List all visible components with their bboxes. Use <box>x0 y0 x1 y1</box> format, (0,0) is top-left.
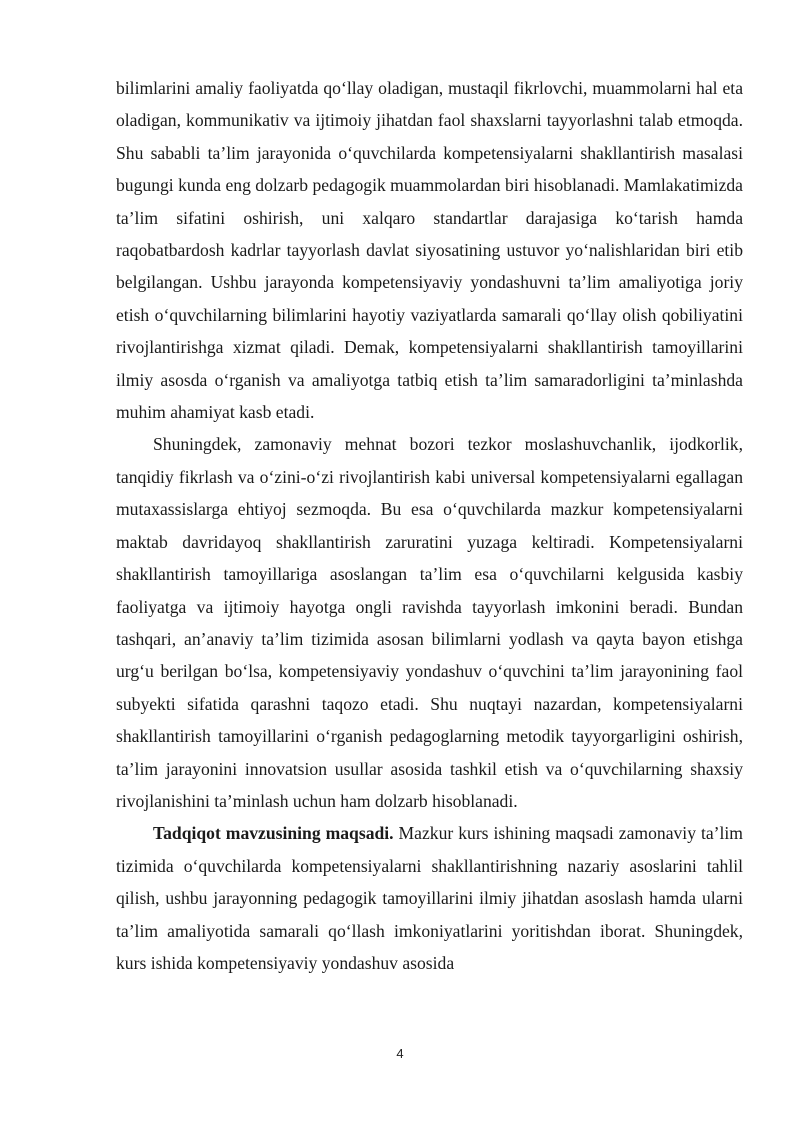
paragraph-2: Shuningdek, zamonaviy mehnat bozori tezkor moslashuvchanlik, ijodkorlik, tanqidiy fikrlash va o‘zini-o‘zi rivojlantirish kabi universal kompetensiyalarni egallagan mutaxassislarga ehtiyoj sezmoqda. Bu esa o‘quvchilarda mazkur kompetensiyalarni maktab davridayoq shakllantirish zaruratini yuzaga keltiradi. Kompetensiyalarni shakllantirish tamoyillariga asoslangan ta’lim esa o‘quvchilarni kelgusida kasbiy faoliyatga va ijtimoiy hayotga ongli ravishda tayyorlash imkonini beradi. Bundan tashqari, an’anaviy ta’lim tizimida asosan bilimlarni yodlash va qayta bayon etishga urg‘u berilgan bo‘lsa, kompetensiyaviy yondashuv o‘quvchini ta’lim jarayonining faol subyekti sifatida qarashni taqozo etadi. Shu nuqtayi nazardan, kompetensiyalarni shakllantirish tamoyillarini o‘rganish pedagoglarning metodik tayyorgarligini oshirish, ta’lim jarayonini innovatsion usullar asosida tashkil etish va o‘quvchilarning shaxsiy rivojlanishini ta’minlash uchun ham dolzarb hisoblanadi. <box>116 434 743 811</box>
page-number: 4 <box>396 1046 404 1061</box>
paragraph-1: bilimlarini amaliy faoliyatda qo‘llay oladigan, mustaqil fikrlovchi, muammolarni hal eta oladigan, kommunikativ va ijtimoiy jihatdan faol shaxslarni tayyorlashni talab etmoqda. Shu sababli ta’lim jarayonida o‘quvchilarda kompetensiyalarni shakllantirish masalasi bugungi kunda eng dolzarb pedagogik muammolardan biri hisoblanadi. Mamlakatimizda ta’lim sifatini oshirish, uni xalqaro standartlar darajasiga ko‘tarish hamda raqobatbardosh kadrlar tayyorlash davlat siyosatining ustuvor yo‘nalishlaridan biri etib belgilangan. Ushbu jarayonda kompetensiyaviy yondashuvni ta’lim amaliyotiga joriy etish o‘quvchilarning bilimlarini hayotiy vaziyatlarda samarali qo‘llay olish qobiliyatini rivojlantirishga xizmat qiladi. Demak, kompetensiyalarni shakllantirish tamoyillarini ilmiy asosda o‘rganish va amaliyotga tatbiq etish ta’lim samaradorligini ta’minlashda muhim ahamiyat kasb etadi. <box>116 78 743 423</box>
paragraph-3-text: Mazkur kurs ishining maqsadi zamonaviy ta’lim tizimida o‘quvchilarda kompetensiyalarni shakllantirishning nazariy asoslarini tahlil qilish, ushbu jarayonning pedagogik tamoyillarini ilmiy jihatdan asoslash hamda ularni ta’lim amaliyotida samarali qo‘llash imkoniyatlarini yoritishdan iborat. Shuningdek, kurs ishida kompetensiyaviy yondashuv asosida <box>116 823 743 973</box>
research-goal-heading: Tadqiqot mavzusining maqsadi. <box>153 823 394 844</box>
paragraph-3 <box>116 817 743 979</box>
document-body <box>116 72 743 979</box>
